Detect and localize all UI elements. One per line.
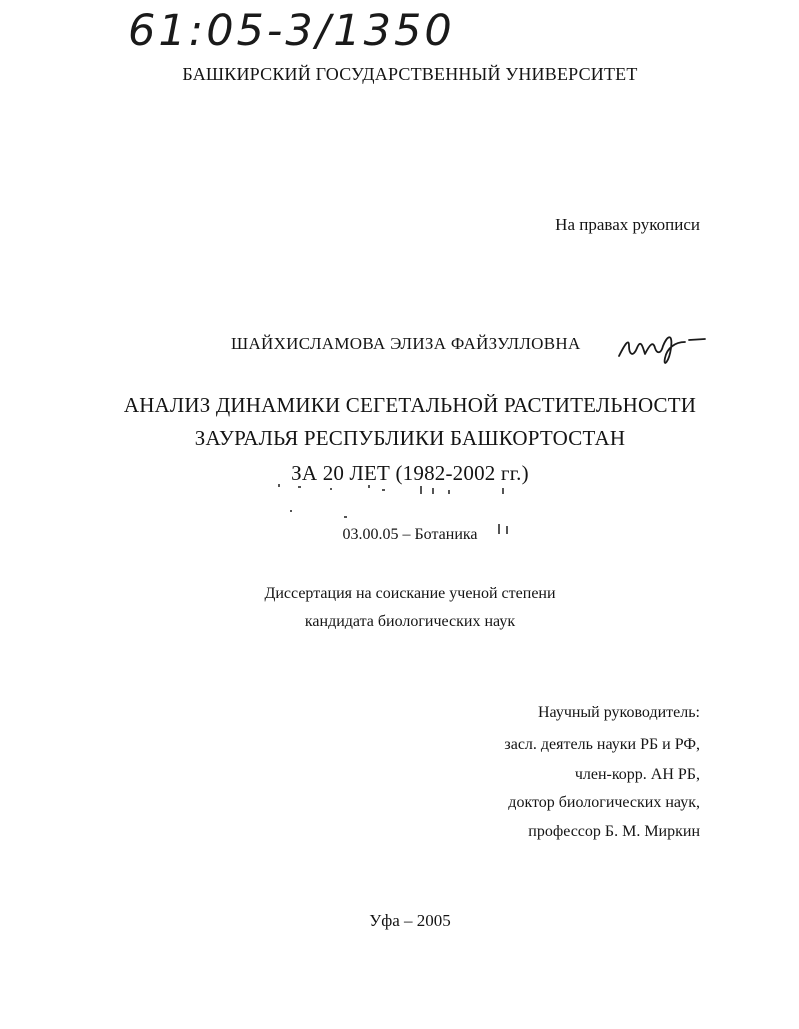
degree-line-2: кандидата биологических наук (304, 613, 516, 630)
degree-line-1: Диссертация на соискание ученой степени (264, 585, 556, 602)
advisor-heading: Научный руководитель: (537, 704, 700, 721)
university-name: БАШКИРСКИЙ ГОСУДАРСТВЕННЫЙ УНИВЕРСИТЕТ (182, 64, 638, 84)
specialty-code: 03.00.05 – Ботаника (342, 526, 478, 543)
city-and-year: Уфа – 2005 (369, 911, 451, 930)
dissertation-title-line-1: АНАЛИЗ ДИНАМИКИ СЕГЕТАЛЬНОЙ РАСТИТЕЛЬНОСТИ (123, 393, 697, 417)
advisor-title-line: член-корр. АН РБ, (574, 766, 700, 783)
author-name: ШАЙХИСЛАМОВА ЭЛИЗА ФАЙЗУЛЛОВНА (231, 334, 581, 353)
advisor-title-line: засл. деятель науки РБ и РФ, (504, 736, 700, 753)
advisor-title-line: доктор биологических наук, (508, 794, 700, 811)
advisor-name: профессор Б. М. Миркин (528, 823, 700, 840)
archive-code-handwritten: 61:05-3/1350 (128, 6, 455, 56)
dissertation-title-line-3: ЗА 20 ЛЕТ (1982-2002 гг.) (291, 461, 529, 485)
dissertation-title-line-2: ЗАУРАЛЬЯ РЕСПУБЛИКИ БАШКОРТОСТАН (194, 426, 626, 450)
signature-icon (615, 318, 715, 370)
manuscript-rights-note: На правах рукописи (555, 215, 700, 234)
